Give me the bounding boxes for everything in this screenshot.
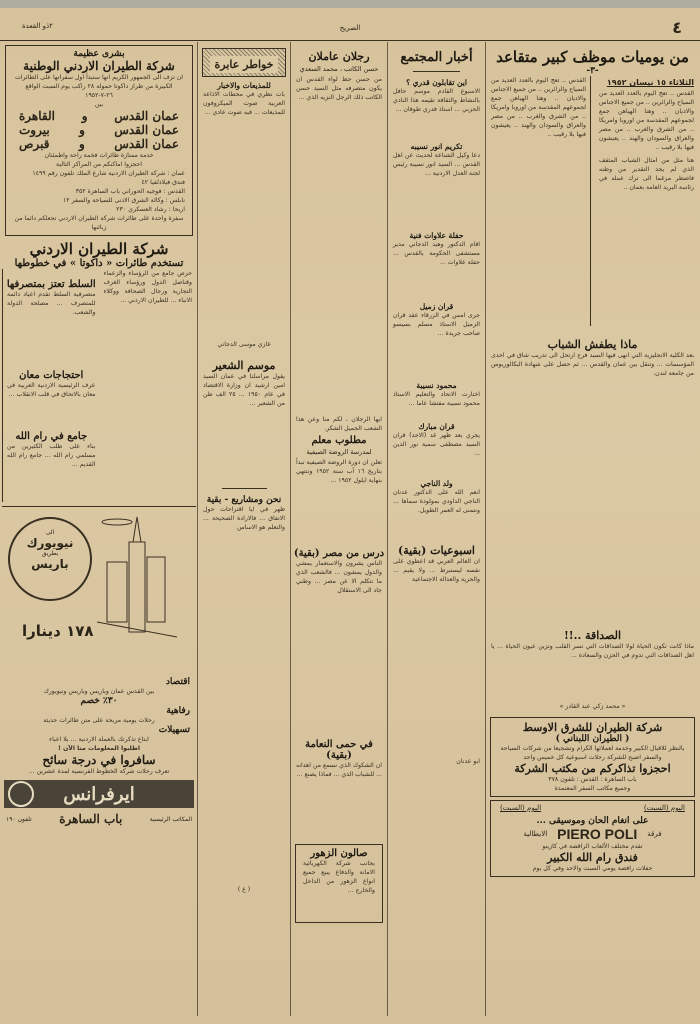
section-body: ماذا كانت تكون الحياة لولا الصداقات التي تسر القلب وتزين عيون الحياة ... يا اهل الصداقات التي تدوم في الحزن والسعادة ... bbox=[491, 643, 694, 659]
route-row: عمان القدس و القاهرة bbox=[19, 109, 179, 123]
ad-address: المكاتب الرئيسية bbox=[149, 815, 192, 823]
article-title: محمود نسيبة bbox=[416, 381, 457, 390]
route-row: عمان القدس و بيروت bbox=[19, 123, 179, 137]
air-france-logo-icon bbox=[8, 781, 34, 807]
ad-cta: احجزوا تذاكركم من مكتب الشركة bbox=[514, 762, 671, 775]
ad-day: اليوم (السبت) bbox=[500, 804, 542, 812]
column-banner bbox=[202, 48, 286, 77]
article-headline: من يوميات موظف كبير متقاعد bbox=[496, 48, 689, 66]
column-left-ads bbox=[2, 42, 196, 1016]
masthead-title: الصريح bbox=[339, 24, 361, 32]
ad-title: صالون الزهور bbox=[310, 848, 368, 859]
article-body: جرى امس في الزرقاء عقد قران الزميل الاستاذ مسلم بسيسو صاحب جريدة ... bbox=[393, 312, 480, 337]
masthead-date: ٢ذو القعدة bbox=[22, 22, 53, 30]
column-rule bbox=[485, 42, 486, 1016]
section-title: في حمى النعامة (بقية) bbox=[305, 739, 373, 761]
section-body: ان الشكوك الذي نسمع من اهدانه ... للشباب الذي ... فماذا يصنع ... bbox=[296, 762, 382, 778]
column-passing-thoughts bbox=[199, 42, 289, 1016]
article-title: جامع في رام الله bbox=[15, 431, 88, 442]
article-body: يجري بعد ظهر غد (الاحد) قران السيد مصطفى سمية نور الدين ... bbox=[393, 432, 480, 457]
article-title: حفلة علاوات فنية bbox=[409, 231, 464, 240]
section-body: الناس يشرون والاستعمار يمشي والدول يمشون ... فالشعب الذي ما نتكلم الا عن مصر ... وطني جاد الى الاستقلال bbox=[296, 560, 382, 594]
article-body: اقام الدكتور وهيد الدجاني مدير مستشفى الحكومة بالقدس ... حفلة علاوات ... bbox=[393, 241, 480, 266]
ad-illustration bbox=[2, 507, 196, 677]
article-title: ولد الناجي bbox=[420, 479, 453, 488]
article-body: ان العالم العربي قد اعطوي على نفسه ليستبرط ... ولا يقيم ... والحرية والعدالة الاجتماعية bbox=[393, 558, 480, 583]
ad-middle-east-airlines bbox=[490, 717, 695, 797]
ad-body: بجانب شركة الكهربائية الامانة والدفاع يبيع جميع انواع الزهور من الداخل والخارج ... bbox=[303, 860, 375, 894]
ad-band-prefix: فرقة bbox=[647, 830, 662, 838]
signature: غازي موسى الدجاني bbox=[217, 341, 271, 348]
section-body: بعد الكلية الانجليزية التي انهى فيها السيد فرج ارتحل الى تدريب شاق في احدى المؤسسات ... وتنقل بين عمان والقدس ... ثم حصل على شهادة البكالوريوس من جامعة لندن. bbox=[491, 352, 694, 377]
ad-day: اليوم (السبت) bbox=[643, 804, 685, 812]
article-body: دعا وكيل الشناعة لحديث عن اهل القدس ... السيد انور نسيبة رئيس لجنة العدل الاردنية ... bbox=[393, 152, 480, 177]
ad-footer: حفلات راقصة يومي السبت والاحد وفي كل يوم bbox=[532, 865, 653, 872]
ad-price: ١٧٨ دينارا bbox=[22, 622, 94, 640]
article-body: اختارت الاتحاد والتعليم الاستاذ محمود نسيبة مفتشا عاما ... bbox=[393, 391, 480, 407]
ad-office: اريحا : رشاد العسكري ٢٣٠ bbox=[116, 206, 185, 213]
article-body: القدس .. تعج اليوم بالعدد العديد من السياح والزائرين .. من جميع الاجناس والاديان .. وهنا الهياهن جمع لجموعهم المقدسة من اوروبا وامريكا .. من الشرق والغرب .. من مصر والعراق والسودان والهند .. يعيشون فيها بلا رقيب .. bbox=[491, 77, 586, 138]
ad-office: نابلس : وكالة الشرق الادنى للسياحة والسفر ١٢ bbox=[62, 197, 185, 204]
page-number: ٤ bbox=[672, 18, 682, 37]
section-title: ماذا يطفش الشباب bbox=[547, 338, 638, 351]
ad-brand: ايرفرانس bbox=[63, 783, 135, 805]
article-body: القدس .. تعج اليوم بالعدد العديد من السياح والزائرين .. من جميع الاجناس والاديان .. وهنا الهياهن جمع لجموعهم المقدسة من اوروبا وامريكا .. من الشرق والغرب .. من مصر والعراق والسودان والهند .. يعيشون فيها بلا رقيب .. bbox=[599, 90, 694, 151]
article-body: حرص جامع من الرؤساء والزعماء وقناصل الدول ورؤساء الغرف التجارية ورجال الصحافة ووكلاء الانباء ... للطيران الاردني ... bbox=[103, 270, 192, 304]
ad-band-suffix: الايطالية bbox=[523, 830, 548, 838]
section-title: درس من مصر (بقية) bbox=[293, 548, 385, 559]
ad-terms: تعرف رحلات شركة الخطوط الفرنسية لمدة عشرين ... bbox=[28, 768, 170, 775]
ad-air-france bbox=[2, 506, 196, 826]
ad-between: بين bbox=[94, 101, 104, 108]
article-body: الاسبوع القادم موسم حافل بالنشاط والثقافة تقيمه هذا النادي الحزبي ... استاذ قدري طوقان ... bbox=[393, 88, 480, 113]
ad-cta: سافروا في درجة سائح bbox=[42, 753, 156, 767]
ad-office: عمان : شركة الطيران الاردنية شارع الملك تلفون رقم ١٤٩٩ bbox=[32, 170, 185, 177]
column-rule bbox=[387, 42, 388, 1016]
ad-title: شركة الطيران للشرق الاوسط bbox=[522, 721, 663, 734]
article-body: ايها الرجلان ، لكم منا وعن هذا الشعب الجميل الشكر. bbox=[296, 416, 382, 432]
ad-band-name: PIERO POLI bbox=[557, 826, 638, 842]
signature: ( ع ) bbox=[237, 886, 251, 893]
section-subtitle: لمدرسة الروضة الصيفية bbox=[306, 448, 372, 456]
ad-cta-small: اطلبوا المعلومات منا الآن ! bbox=[58, 745, 140, 752]
ad-destination-circle: الى نيويورك بطريق باريس bbox=[8, 517, 92, 601]
ad-office: فندق فيلادلفيا ٤٢ bbox=[141, 179, 185, 186]
section-title: الصداقة ..!! bbox=[563, 629, 622, 642]
column-rule bbox=[197, 42, 198, 1016]
ad-comfort: رفاهية bbox=[166, 706, 190, 716]
column-society bbox=[389, 42, 484, 1016]
ad-hotel-ramallah bbox=[490, 800, 695, 877]
section-body: ظهر في ايا اقتراحات حول الاتفاق ... فالارادة الصحيحة ... والتعلم هو الاساس bbox=[203, 506, 285, 531]
ad-footer: وجميع مكاتب السفر المعتمدة bbox=[554, 785, 631, 792]
section-body: بات نظري في محطات الاذاعة العربية صوت الميكروفون للمذيعات ... فيه صوت عادي ... bbox=[203, 91, 285, 116]
article-body: انعم الله على الدكتور عدنان الناجي الداودي بمولودة سماها ... ونتمنى له العمر الطويل. bbox=[393, 489, 480, 514]
ad-facilities-text: ابتاع تذكرتك بالعملة الاردنية ... بلا اعباء bbox=[49, 736, 149, 743]
skyscraper-icon bbox=[87, 512, 187, 642]
article-headline: شركة الطيران الاردني bbox=[29, 240, 169, 258]
article-part: -٣- bbox=[586, 66, 599, 76]
route-row: عمان القدس و قبرص bbox=[19, 137, 179, 151]
article-headline: رجلان عاملان bbox=[308, 50, 370, 63]
article-body: من حسن حظ لواء القدس ان يكون متصرفه مثل السيد حسن الكاتب ذلك الرجل النزيه الذي ... bbox=[296, 76, 382, 101]
section-title: موسم الشعير bbox=[212, 359, 276, 372]
section-body: تعلن ان دورة الروضة الصيفية تبدأ بتاريخ ١٦ آب سنة ١٩٥٢ وتنتهي بنهاية ايلول ١٩٥٢ ... bbox=[296, 459, 382, 484]
ad-line: تقدم مختلف الألعاب الراقصة في كازينو bbox=[542, 843, 643, 850]
article-body: عرف الرئيسية الاردنية العربية في معان بالاتحاق في قلب الانقلاب ... bbox=[7, 382, 96, 398]
ad-comfort-text: رحلات يومية مريحة على متن طائرات حديثة bbox=[43, 717, 155, 724]
section-title: مطلوب معلم bbox=[311, 435, 367, 446]
article-body: بناء على طلب الكثيرين من مسلمي رام الله ... جامع رام الله القديم ... bbox=[7, 443, 96, 468]
scan-edge bbox=[0, 0, 700, 8]
article-title: تكريم انور نسيبه bbox=[410, 142, 463, 151]
ad-service: خدمة ممتازة طائرات فخمة راحة واطمئنان bbox=[44, 152, 154, 159]
column-headline: أخبار المجتمع bbox=[400, 50, 473, 65]
article-title: قران مبارك bbox=[418, 422, 455, 431]
ad-kicker: بشرى عظيمة bbox=[73, 49, 125, 59]
article-title: قران زميل bbox=[419, 302, 454, 311]
ad-booking: احجزوا اماكنكم من المراكز التالية bbox=[56, 161, 142, 168]
ad-economy-text: بين القدس عمان وباريس وباريس ونيويورك bbox=[43, 688, 155, 695]
ad-brand-band bbox=[4, 780, 194, 808]
article-title: اين تقابلون قدري ؟ bbox=[406, 78, 467, 87]
ad-address: تلفون ١٩٠ bbox=[6, 815, 32, 823]
ad-venue: فندق رام الله الكبير bbox=[547, 851, 638, 864]
signature: « محمد زكي عبد القادر » bbox=[559, 703, 626, 710]
column-two-men bbox=[292, 42, 386, 1016]
section-title: نحن ومشاريع - بقية bbox=[206, 495, 282, 505]
article-body: هنا مثل من امثال الشباب المثقف الذي لم يجد التقدير من وطنه فاضطر مرغما الى ترك عمله في رئاسة البريد العامة بعمان .. bbox=[599, 157, 694, 191]
section-body: يقول مراسلنا في عمان السيد امين ارشيد ان وزارة الاقتصاد في عام ١٩٥٠ ... ٢٥ الف طن من الشعير ... bbox=[203, 373, 285, 407]
ad-footer: سفرة واحدة على طائرات شركة الطيران الاردني تجعلكم دائما من زبائنها bbox=[14, 215, 184, 231]
ad-intro: ان تزف الى الجمهور الكريم انها ستبدأ اول سفراتها على الطائرات الكبيرة من طراز داكوتا حمولة ٢٨ راكب يوم السبت الواقع ٢٦-٧-١٩٥٢ bbox=[14, 74, 184, 99]
article-title: اسبوعيات (بقية) bbox=[398, 544, 475, 557]
column-banner-title: خواطر عابرة bbox=[210, 56, 277, 73]
ad-company: شركة الطيران الاردني الوطنية bbox=[23, 59, 175, 73]
ad-address: باب الساهرة bbox=[59, 812, 123, 826]
section-title: للمذيعات والاخبار bbox=[217, 81, 271, 90]
article-title: احتجاجات معان bbox=[19, 370, 84, 381]
article-date: الثلاثاء ١٥ نيسان ١٩٥٢ bbox=[606, 78, 694, 87]
column-diary bbox=[487, 42, 698, 1016]
ad-discount: ٣٠٪ خصم bbox=[80, 696, 118, 706]
ad-body: بالنظر للاقبال الكبير وخدمة لعملائها الكرام وتشجيعا من شركات السياحة والسفر اصبح للشركة رحلات اسبوعية كل خميس واحد bbox=[500, 745, 685, 761]
article-body: متصرفية السلط تقدم اعياد دائمة للمتصرف ... مصلحة الدولة والشعب. bbox=[7, 291, 96, 316]
ad-line: على انغام الحان وموسيقى ... bbox=[536, 816, 649, 826]
masthead bbox=[0, 18, 700, 41]
ad-economy: اقتصاد bbox=[165, 677, 190, 687]
ad-subtitle: ( الطيران اللبناني ) bbox=[555, 734, 630, 744]
column-rule bbox=[290, 42, 291, 1016]
signature: ابو عدنان bbox=[456, 758, 480, 765]
ad-address: باب الساهرة : القدس : تلفون ٣٧٨ bbox=[548, 776, 637, 783]
ad-salon-flowers bbox=[295, 844, 383, 923]
article-title: السلط تعتز بمتصرفها bbox=[6, 279, 96, 290]
article-byline: حسن الكاتب ، محمد السعدي bbox=[299, 65, 379, 73]
article-subheadline: تستخدم طائرات « داكوتا » في خطوطها bbox=[14, 258, 184, 269]
ad-facilities: تسهيلات bbox=[158, 725, 190, 735]
ad-office: القدس : فوجيه الحوراني باب الساهرة ٣٥٢ bbox=[75, 188, 185, 195]
ad-jordan-airways bbox=[5, 45, 193, 236]
